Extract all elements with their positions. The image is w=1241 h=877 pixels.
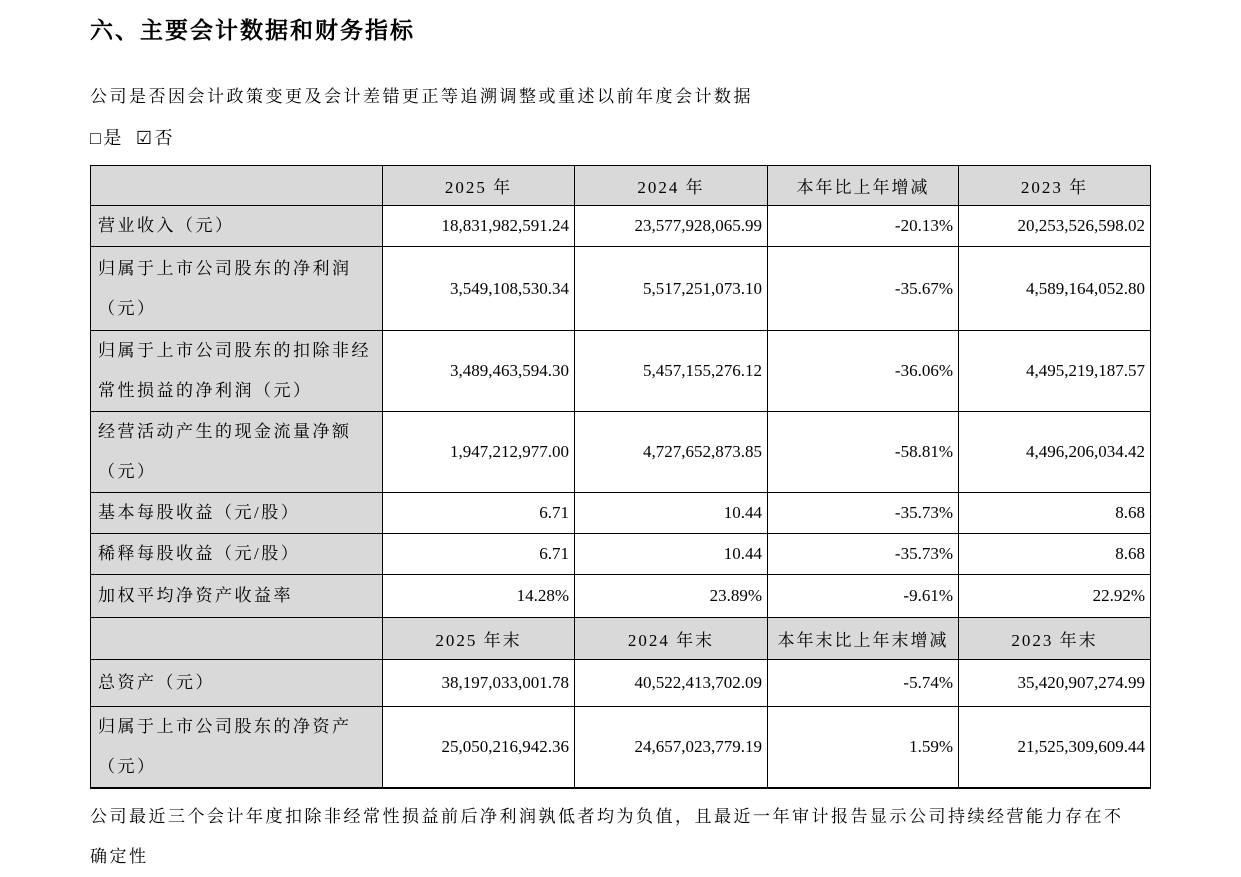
row-label: 加权平均净资产收益率: [91, 575, 383, 618]
checkbox-yes[interactable]: □是: [90, 128, 124, 148]
header-year-2025: 2025 年: [383, 166, 575, 206]
header-year-2024: 2024 年: [575, 166, 768, 206]
financial-indicators-table: [90, 165, 1151, 789]
table-header-year-end: [91, 618, 1151, 660]
checkbox-no[interactable]: ☑否: [135, 128, 176, 148]
cell-value: 4,495,219,187.57: [959, 331, 1151, 412]
cell-value: 4,589,164,052.80: [959, 247, 1151, 331]
cell-value: 21,525,309,609.44: [959, 707, 1151, 789]
cell-value: 23,577,928,065.99: [575, 206, 768, 247]
cell-value: 5,457,155,276.12: [575, 331, 768, 412]
table-header-annual: [91, 166, 1151, 206]
cell-value: -20.13%: [768, 206, 959, 247]
cell-value: -58.81%: [768, 412, 959, 493]
cell-value: 1,947,212,977.00: [383, 412, 575, 493]
cell-value: 35,420,907,274.99: [959, 660, 1151, 707]
section-title: 六、主要会计数据和财务指标: [90, 18, 415, 43]
row-label: 稀释每股收益（元/股）: [91, 534, 383, 575]
cell-value: 4,496,206,034.42: [959, 412, 1151, 493]
row-label: 基本每股收益（元/股）: [91, 493, 383, 534]
cell-value: 38,197,033,001.78: [383, 660, 575, 707]
cell-value: 23.89%: [575, 575, 768, 618]
footnote: 公司最近三个会计年度扣除非经常性损益前后净利润孰低者均为负值，且最近一年审计报告显示公司持续经营能力存在不确定性: [90, 807, 1124, 866]
header-year-2023: 2023 年: [959, 166, 1151, 206]
cell-value: -5.74%: [768, 660, 959, 707]
table-row-net-assets: [91, 707, 1151, 789]
cell-value: 10.44: [575, 493, 768, 534]
restatement-question: 公司是否因会计政策变更及会计差错更正等追溯调整或重述以前年度会计数据: [90, 87, 753, 106]
cell-value: 6.71: [383, 493, 575, 534]
cell-value: 5,517,251,073.10: [575, 247, 768, 331]
header-blank-cell: [91, 618, 383, 660]
cell-value: 22.92%: [959, 575, 1151, 618]
header-year-end-2025: 2025 年末: [383, 618, 575, 660]
cell-value: 24,657,023,779.19: [575, 707, 768, 789]
header-year-end-change: 本年末比上年末增减: [768, 618, 959, 660]
header-yoy-change: 本年比上年增减: [768, 166, 959, 206]
cell-value: 4,727,652,873.85: [575, 412, 768, 493]
table-row-net-profit-excl-nonrecurring: [91, 331, 1151, 412]
cell-value: 8.68: [959, 534, 1151, 575]
cell-value: -35.73%: [768, 493, 959, 534]
row-label: 归属于上市公司股东的扣除非经常性损益的净利润（元）: [91, 331, 383, 412]
cell-value: 1.59%: [768, 707, 959, 789]
cell-value: -9.61%: [768, 575, 959, 618]
cell-value: 18,831,982,591.24: [383, 206, 575, 247]
cell-value: 10.44: [575, 534, 768, 575]
table-row-weighted-roe: [91, 575, 1151, 618]
cell-value: 8.68: [959, 493, 1151, 534]
table-row-total-assets: [91, 660, 1151, 707]
cell-value: 40,522,413,702.09: [575, 660, 768, 707]
cell-value: 14.28%: [383, 575, 575, 618]
table-row-net-profit: [91, 247, 1151, 331]
row-label: 营业收入（元）: [91, 206, 383, 247]
cell-value: -35.67%: [768, 247, 959, 331]
row-label: 经营活动产生的现金流量净额（元）: [91, 412, 383, 493]
cell-value: -36.06%: [768, 331, 959, 412]
cell-value: -35.73%: [768, 534, 959, 575]
table-row-diluted-eps: [91, 534, 1151, 575]
table-row-basic-eps: [91, 493, 1151, 534]
cell-value: 20,253,526,598.02: [959, 206, 1151, 247]
header-year-end-2024: 2024 年末: [575, 618, 768, 660]
cell-value: 3,489,463,594.30: [383, 331, 575, 412]
header-blank-cell: [91, 166, 383, 206]
table-row-revenue: [91, 206, 1151, 247]
row-label: 归属于上市公司股东的净资产（元）: [91, 707, 383, 789]
checkbox-row: [90, 126, 1241, 150]
row-label: 总资产（元）: [91, 660, 383, 707]
header-year-end-2023: 2023 年末: [959, 618, 1151, 660]
cell-value: 6.71: [383, 534, 575, 575]
table-row-operating-cash-flow: [91, 412, 1151, 493]
cell-value: 3,549,108,530.34: [383, 247, 575, 331]
row-label: 归属于上市公司股东的净利润（元）: [91, 247, 383, 331]
cell-value: 25,050,216,942.36: [383, 707, 575, 789]
